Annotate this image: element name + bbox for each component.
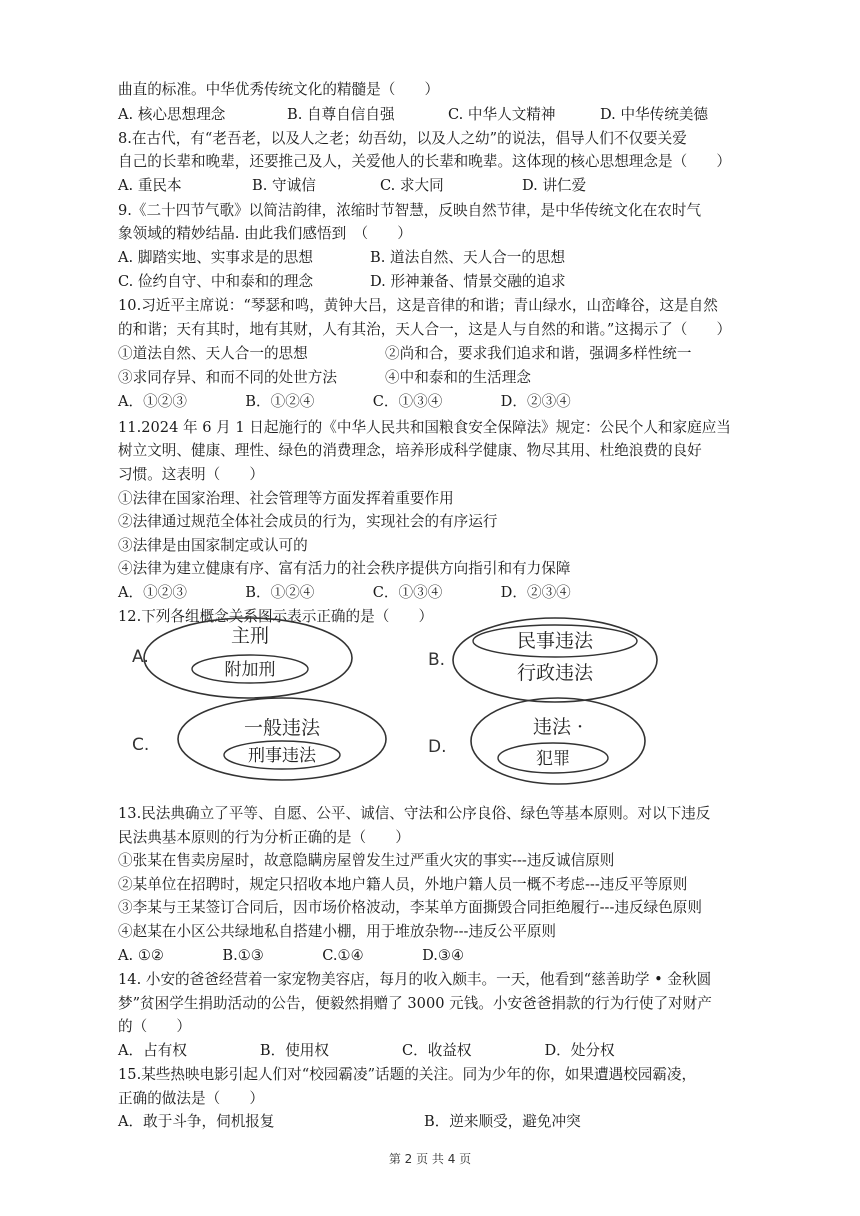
diagram-b bbox=[453, 618, 657, 702]
diagram-c-outer-text: 一般违法 bbox=[243, 717, 321, 739]
diagram-c bbox=[178, 698, 386, 780]
q10-item-2: ②尚和合，要求我们追求和谐，强调多样性统一 bbox=[385, 345, 692, 362]
q9-option-d: D. 形神兼备、情景交融的追求 bbox=[370, 273, 566, 290]
page-footer: 第 2 页 共 4 页 bbox=[388, 1152, 472, 1166]
q11-options: A．①②③ B．①②④ C．①③④ D．②③④ bbox=[118, 584, 571, 601]
q8-stem-1: 8.在古代，有“老吾老，以及人之老；幼吾幼，以及人之幼”的说法，倡导人们不仅要关爱 bbox=[118, 130, 687, 147]
q7-option-c: C. 中华人文精神 bbox=[448, 106, 556, 123]
q11-item-2: ②法律通过规范全体社会成员的行为，实现社会的有序运行 bbox=[118, 513, 498, 530]
q14-stem-3: 的（ ） bbox=[118, 1018, 191, 1035]
q12-stem: 12.下列各组概念关系图示表示正确的是（ ） bbox=[118, 608, 434, 625]
q8-option-c: C. 求大同 bbox=[380, 177, 444, 194]
q14-stem-2: 梦”贫困学生捐助活动的公告，便毅然捐赠了 3000 元钱。小安爸爸捐款的行为行使了对财产 bbox=[118, 995, 712, 1012]
q11-item-3: ③法律是由国家制定或认可的 bbox=[118, 537, 308, 554]
diagram-a bbox=[144, 618, 352, 698]
q10-options: A．①②③ B．①②④ C．①③④ D．②③④ bbox=[118, 393, 571, 410]
q11-stem-1: 11.2024 年 6 月 1 日起施行的《中华人民共和国粮食安全保障法》规定：公民个人和家庭应当 bbox=[118, 419, 731, 436]
diagram-b-bottom-text: 行政违法 bbox=[516, 662, 594, 684]
q15-stem-2: 正确的做法是（ ） bbox=[118, 1090, 264, 1107]
q11-item-1: ①法律在国家治理、社会管理等方面发挥着重要作用 bbox=[118, 490, 454, 507]
q14-options: A．占有权 B．使用权 C．收益权 D．处分权 bbox=[118, 1042, 615, 1059]
q10-item-3: ③求同存异、和而不同的处世方法 bbox=[118, 369, 337, 386]
q10-item-4: ④中和泰和的生活理念 bbox=[385, 369, 531, 386]
q15-option-b: B．逆来顺受，避免冲突 bbox=[424, 1113, 581, 1130]
q10-stem-1: 10.习近平主席说：“琴瑟和鸣，黄钟大吕，这是音律的和谐；青山绿水，山峦峰谷，这是自然 bbox=[118, 297, 718, 314]
q7-option-a: A. 核心思想理念 bbox=[118, 106, 226, 123]
q15-stem-1: 15.某些热映电影引起人们对“校园霸凌”话题的关注。同为少年的你，如果遭遇校园霸凌， bbox=[118, 1066, 697, 1083]
q9-option-c: C. 俭约自守、中和泰和的理念 bbox=[118, 273, 314, 290]
diagram-a-outer-text: 主刑 bbox=[230, 625, 270, 647]
q10-item-1: ①道法自然、天人合一的思想 bbox=[118, 345, 308, 362]
diagram-c-inner-text: 刑事违法 bbox=[248, 746, 316, 766]
q9-stem-1: 9.《二十四节气歌》以简洁韵律，浓缩时节智慧，反映自然节律，是中华传统文化在农时气 bbox=[118, 202, 702, 219]
diagram-label-c: C. bbox=[132, 735, 150, 755]
q7-stem-end: 曲直的标准。中华优秀传统文化的精髓是（ ） bbox=[118, 81, 440, 98]
q13-item-2: ②某单位在招聘时，规定只招收本地户籍人员，外地户籍人员一概不考虑---违反平等原则 bbox=[118, 876, 688, 893]
q8-stem-2: 自己的长辈和晚辈，还要推己及人，关爱他人的长辈和晚辈。这体现的核心思想理念是（ ） bbox=[118, 153, 731, 170]
q13-item-3: ③李某与王某签订合同后，因市场价格波动，李某单方面撕毁合同拒绝履行---违反绿色原则 bbox=[118, 899, 702, 916]
concept-diagram bbox=[118, 608, 678, 798]
q14-stem-1: 14. 小安的爸爸经营着一家宠物美容店，每月的收入颇丰。一天，他看到“慈善助学 • 金秋圆 bbox=[118, 971, 712, 988]
q9-stem-2: 象领域的精妙结晶. 由此我们感悟到 （ ） bbox=[118, 225, 412, 242]
q9-option-b: B. 道法自然、天人合一的思想 bbox=[370, 249, 566, 266]
q13-stem-1: 13.民法典确立了平等、自愿、公平、诚信、守法和公序良俗、绿色等基本原则。对以下违反 bbox=[118, 805, 711, 822]
q7-option-b: B. 自尊自信自强 bbox=[287, 106, 395, 123]
diagram-label-a: A. bbox=[132, 647, 149, 667]
q9-option-a: A. 脚踏实地、实事求是的思想 bbox=[118, 249, 313, 266]
q8-option-b: B. 守诚信 bbox=[252, 177, 316, 194]
q11-stem-3: 习惯。这表明（ ） bbox=[118, 466, 264, 483]
diagram-label-d: D. bbox=[428, 737, 447, 757]
q10-stem-2: 的和谐；天有其时，地有其财，人有其治，天人合一，这是人与自然的和谐。”这揭示了（ ） bbox=[118, 321, 732, 338]
diagram-a-inner-text: 附加刑 bbox=[224, 660, 276, 680]
diagram-d-outer-text: 违法 · bbox=[532, 716, 584, 738]
diagram-d-inner-text: 犯罪 bbox=[536, 749, 570, 769]
q8-option-a: A. 重民本 bbox=[118, 177, 182, 194]
q13-options: A. ①② B.①③ C.①④ D.③④ bbox=[118, 947, 465, 964]
diagram-b-top-text: 民事违法 bbox=[516, 630, 594, 652]
diagram-label-b: B. bbox=[428, 650, 446, 670]
q13-item-4: ④赵某在小区公共绿地私自搭建小棚，用于堆放杂物---违反公平原则 bbox=[118, 923, 557, 940]
q13-stem-2: 民法典基本原则的行为分析正确的是（ ） bbox=[118, 829, 410, 846]
q8-option-d: D. 讲仁爱 bbox=[522, 177, 587, 194]
diagram-d bbox=[471, 698, 645, 784]
q15-option-a: A．敢于斗争，伺机报复 bbox=[118, 1113, 275, 1130]
q11-stem-2: 树立文明、健康、理性、绿色的消费理念，培养形成科学健康、物尽其用、杜绝浪费的良好 bbox=[118, 442, 702, 459]
q7-option-d: D. 中华传统美德 bbox=[600, 106, 709, 123]
q11-item-4: ④法律为建立健康有序、富有活力的社会秩序提供方向指引和有力保障 bbox=[118, 560, 571, 577]
q13-item-1: ①张某在售卖房屋时，故意隐瞒房屋曾发生过严重火灾的事实---违反诚信原则 bbox=[118, 852, 615, 869]
